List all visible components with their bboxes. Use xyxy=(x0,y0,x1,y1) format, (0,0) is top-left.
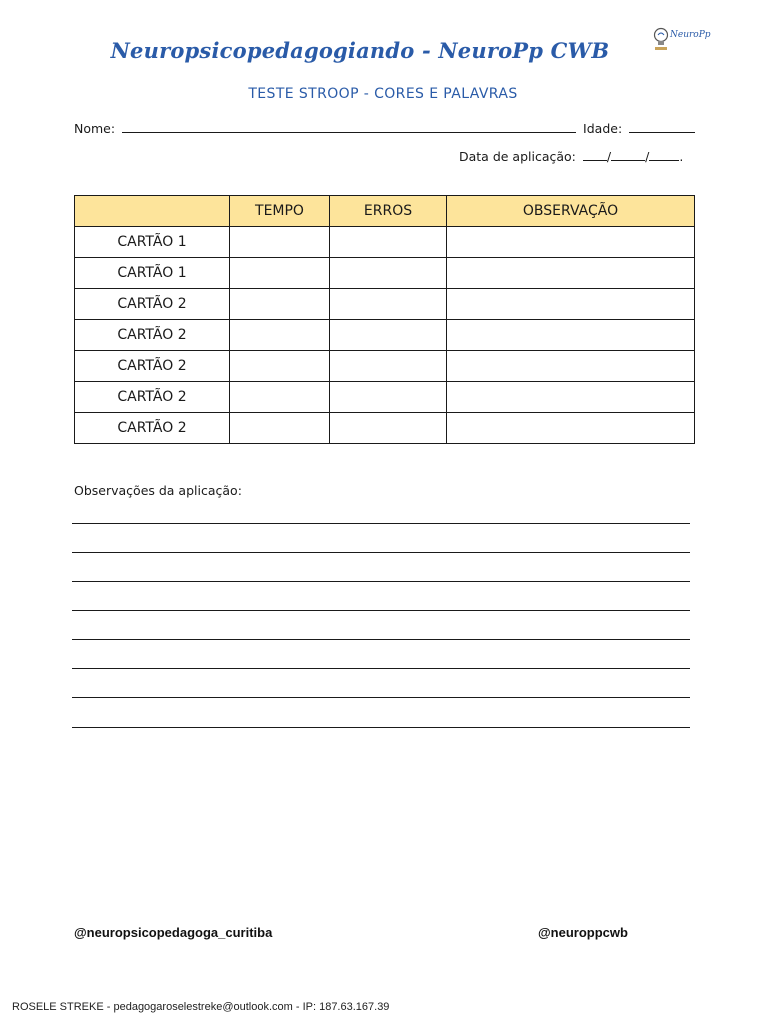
observacao-cell[interactable] xyxy=(447,227,695,258)
observacao-cell[interactable] xyxy=(447,289,695,320)
date-day-field[interactable] xyxy=(583,150,607,161)
instagram-handle-left: @neuropsicopedagoga_curitiba xyxy=(74,925,273,940)
footer-watermark: ROSELE STREKE - pedagogaroselestreke@outlook.com - IP: 187.63.167.39 xyxy=(12,1001,390,1013)
row-label: CARTÃO 1 xyxy=(75,227,230,258)
lightbulb-icon xyxy=(652,26,670,52)
document-subtitle: TESTE STROOP - CORES E PALAVRAS xyxy=(248,86,518,102)
date-year-field[interactable] xyxy=(649,150,679,161)
erros-cell[interactable] xyxy=(330,382,447,413)
observacao-cell[interactable] xyxy=(447,258,695,289)
observacao-cell[interactable] xyxy=(447,351,695,382)
observation-line[interactable] xyxy=(72,581,690,582)
logo-text: NeuroPp xyxy=(670,30,711,40)
row-label: CARTÃO 2 xyxy=(75,289,230,320)
column-header-erros: ERROS xyxy=(330,196,447,227)
name-label: Nome: xyxy=(74,121,116,136)
column-header-observacao: OBSERVAÇÃO xyxy=(447,196,695,227)
observacao-cell[interactable] xyxy=(447,320,695,351)
tempo-cell[interactable] xyxy=(230,320,330,351)
column-header xyxy=(75,196,230,227)
observation-line[interactable] xyxy=(72,552,690,553)
date-end: . xyxy=(679,149,684,164)
neuropp-logo xyxy=(652,24,732,54)
tempo-cell[interactable] xyxy=(230,258,330,289)
observacao-cell[interactable] xyxy=(447,413,695,444)
observacao-cell[interactable] xyxy=(447,382,695,413)
tempo-cell[interactable] xyxy=(230,351,330,382)
date-separator: / xyxy=(606,149,612,164)
instagram-handle-right: @neuroppcwb xyxy=(538,925,628,940)
date-separator: / xyxy=(645,149,650,164)
observation-line[interactable] xyxy=(72,639,690,640)
table-row xyxy=(75,382,695,413)
erros-cell[interactable] xyxy=(330,413,447,444)
stroop-results-table xyxy=(74,195,695,444)
observation-line[interactable] xyxy=(72,727,690,728)
date-row xyxy=(459,149,683,164)
age-label: Idade: xyxy=(583,121,623,136)
observation-line[interactable] xyxy=(72,668,690,669)
erros-cell[interactable] xyxy=(330,227,447,258)
age-field[interactable] xyxy=(629,122,695,133)
table-row xyxy=(75,289,695,320)
erros-cell[interactable] xyxy=(330,351,447,382)
table-header-row xyxy=(75,196,695,227)
document-title: Neuropsicopedagogiando - NeuroPp CWB xyxy=(110,38,610,63)
table-row xyxy=(75,351,695,382)
tempo-cell[interactable] xyxy=(230,382,330,413)
row-label: CARTÃO 2 xyxy=(75,382,230,413)
column-header-tempo: TEMPO xyxy=(230,196,330,227)
erros-cell[interactable] xyxy=(330,289,447,320)
date-label: Data de aplicação: xyxy=(459,149,576,164)
row-label: CARTÃO 1 xyxy=(75,258,230,289)
observation-line[interactable] xyxy=(72,697,690,698)
erros-cell[interactable] xyxy=(330,320,447,351)
name-field[interactable] xyxy=(122,122,576,133)
table-row xyxy=(75,413,695,444)
table-row xyxy=(75,258,695,289)
row-label: CARTÃO 2 xyxy=(75,320,230,351)
tempo-cell[interactable] xyxy=(230,289,330,320)
name-age-row xyxy=(74,121,695,136)
date-month-field[interactable] xyxy=(611,150,645,161)
observation-line[interactable] xyxy=(72,610,690,611)
table-row xyxy=(75,320,695,351)
tempo-cell[interactable] xyxy=(230,413,330,444)
observations-label: Observações da aplicação: xyxy=(74,483,242,498)
row-label: CARTÃO 2 xyxy=(75,351,230,382)
row-label: CARTÃO 2 xyxy=(75,413,230,444)
tempo-cell[interactable] xyxy=(230,227,330,258)
erros-cell[interactable] xyxy=(330,258,447,289)
observation-line[interactable] xyxy=(72,523,690,524)
table-row xyxy=(75,227,695,258)
